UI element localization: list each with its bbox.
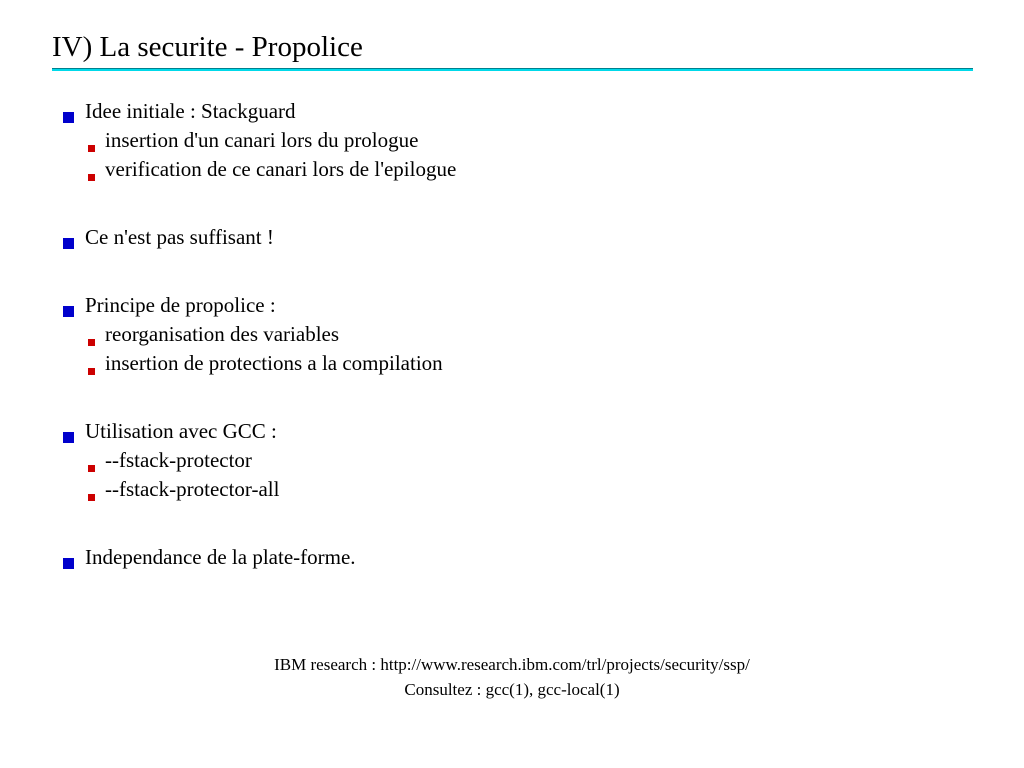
- bullet-square-icon: [63, 558, 74, 569]
- list-item: [63, 291, 456, 320]
- sub-list-item: [63, 475, 456, 504]
- list-item: [63, 223, 456, 252]
- bullet-square-icon: [63, 306, 74, 317]
- bullet-group-stackguard: [63, 97, 456, 184]
- list-item: [63, 543, 456, 572]
- bullet-square-icon: [63, 112, 74, 123]
- slide-footer: [0, 652, 1024, 702]
- list-item-label: Idee initiale : Stackguard: [85, 99, 296, 123]
- sub-list-item-label: insertion d'un canari lors du prologue: [105, 128, 419, 152]
- list-item-label: Ce n'est pas suffisant !: [85, 225, 274, 249]
- sub-bullet-square-icon: [88, 368, 95, 375]
- slide-title: IV) La securite - Propolice: [52, 31, 363, 63]
- sub-list-item-label: --fstack-protector: [105, 448, 252, 472]
- sub-bullet-square-icon: [88, 465, 95, 472]
- list-item-label: Principe de propolice :: [85, 293, 276, 317]
- sub-list-item: [63, 349, 456, 378]
- sub-list-item-label: insertion de protections a la compilation: [105, 351, 443, 375]
- list-item-label: Utilisation avec GCC :: [85, 419, 277, 443]
- sub-bullet-square-icon: [88, 174, 95, 181]
- sub-list-item: [63, 446, 456, 475]
- footer-manpage-reference: Consultez : gcc(1), gcc-local(1): [404, 680, 620, 699]
- bullet-square-icon: [63, 238, 74, 249]
- list-item-label: Independance de la plate-forme.: [85, 545, 356, 569]
- sub-bullet-square-icon: [88, 339, 95, 346]
- list-item: [63, 417, 456, 446]
- sub-list-item-label: reorganisation des variables: [105, 322, 340, 346]
- bullet-list: [63, 97, 456, 611]
- sub-list-item: [63, 126, 456, 155]
- bullet-group-principe: [63, 291, 456, 378]
- title-underline-rule: [52, 68, 973, 71]
- sub-bullet-square-icon: [88, 494, 95, 501]
- sub-list-item-label: verification de ce canari lors de l'epilogue: [105, 157, 457, 181]
- list-item: [63, 97, 456, 126]
- bullet-square-icon: [63, 432, 74, 443]
- bullet-group-gcc: [63, 417, 456, 504]
- bullet-group-independance: [63, 543, 456, 572]
- sub-list-item-label: --fstack-protector-all: [105, 477, 280, 501]
- sub-list-item: [63, 155, 456, 184]
- footer-reference-url: IBM research : http://www.research.ibm.com/trl/projects/security/ssp/: [274, 655, 750, 674]
- sub-list-item: [63, 320, 456, 349]
- bullet-group-pas-suffisant: [63, 223, 456, 252]
- sub-bullet-square-icon: [88, 145, 95, 152]
